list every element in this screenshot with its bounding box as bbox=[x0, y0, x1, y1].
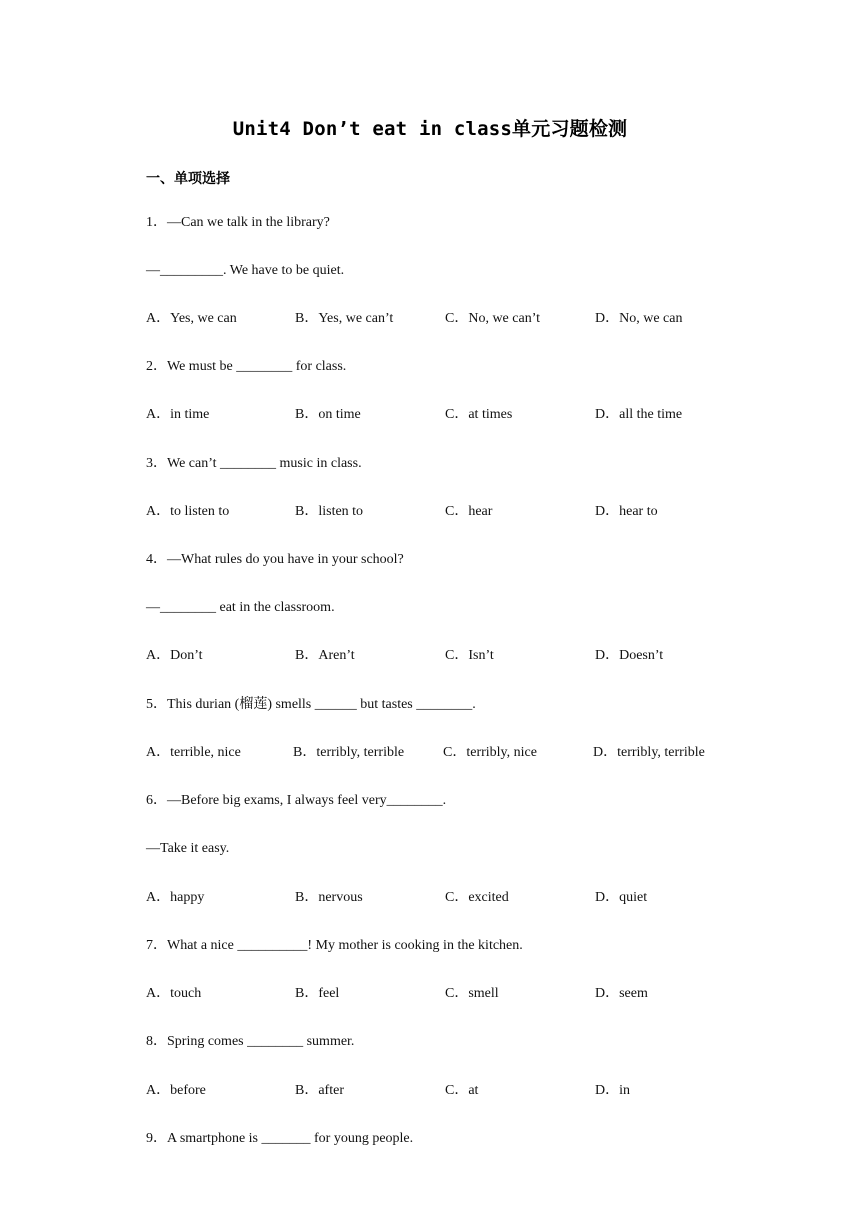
question-7-option-d: D．seem bbox=[595, 986, 648, 1001]
question-6-option-d: D．quiet bbox=[595, 890, 648, 905]
question-7-option-a: A．touch bbox=[146, 986, 202, 1001]
question-6-option-b: B．nervous bbox=[295, 890, 363, 905]
question-5-option-b: B．terribly, terrible bbox=[293, 745, 405, 760]
question-3-option-c: C．hear bbox=[445, 504, 493, 519]
question-4-option-c: C．Isn’t bbox=[445, 648, 494, 663]
question-3-stem: 3．We can’t ________ music in class. bbox=[146, 456, 362, 471]
question-5-stem: 5．This durian (榴莲) smells ______ but tastes ________. bbox=[146, 697, 476, 712]
question-6-option-a: A．happy bbox=[146, 890, 205, 905]
question-1-option-d: D．No, we can bbox=[595, 311, 683, 326]
question-2-option-a: A．in time bbox=[146, 407, 210, 422]
question-1-option-a: A．Yes, we can bbox=[146, 311, 237, 326]
question-5-option-c: C．terribly, nice bbox=[443, 745, 537, 760]
question-4-answer-line: —________ eat in the classroom. bbox=[146, 600, 335, 615]
question-5-option-d: D．terribly, terrible bbox=[593, 745, 705, 760]
question-6-option-c: C．excited bbox=[445, 890, 509, 905]
question-2-option-b: B．on time bbox=[295, 407, 361, 422]
question-5-option-a: A．terrible, nice bbox=[146, 745, 241, 760]
question-1-option-b: B．Yes, we can’t bbox=[295, 311, 394, 326]
question-1-stem: 1．—Can we talk in the library? bbox=[146, 215, 330, 230]
question-7-stem: 7．What a nice __________! My mother is cooking in the kitchen. bbox=[146, 938, 523, 953]
question-3-option-b: B．listen to bbox=[295, 504, 364, 519]
question-1-option-c: C．No, we can’t bbox=[445, 311, 540, 326]
question-2-option-c: C．at times bbox=[445, 407, 513, 422]
question-9-stem: 9．A smartphone is _______ for young people. bbox=[146, 1131, 414, 1146]
question-1-answer-line: —_________. We have to be quiet. bbox=[146, 263, 345, 278]
question-6-stem: 6．—Before big exams, I always feel very________. bbox=[146, 793, 447, 808]
question-2-stem: 2．We must be ________ for class. bbox=[146, 359, 347, 374]
question-8-option-a: A．before bbox=[146, 1083, 206, 1098]
page-title: Unit4 Don’t eat in class单元习题检测 bbox=[232, 118, 628, 140]
question-7-option-c: C．smell bbox=[445, 986, 499, 1001]
question-8-option-d: D．in bbox=[595, 1083, 630, 1098]
question-8-option-c: C．at bbox=[445, 1083, 479, 1098]
question-4-option-d: D．Doesn’t bbox=[595, 648, 664, 663]
question-3-option-d: D．hear to bbox=[595, 504, 658, 519]
question-4-option-a: A．Don’t bbox=[146, 648, 203, 663]
question-8-option-b: B．after bbox=[295, 1083, 344, 1098]
question-4-option-b: B．Aren’t bbox=[295, 648, 355, 663]
question-3-option-a: A．to listen to bbox=[146, 504, 230, 519]
section-heading: 一、单项选择 bbox=[146, 171, 230, 187]
question-8-stem: 8．Spring comes ________ summer. bbox=[146, 1034, 355, 1049]
question-7-option-b: B．feel bbox=[295, 986, 340, 1001]
question-4-stem: 4．—What rules do you have in your school? bbox=[146, 552, 404, 567]
question-6-answer-line: —Take it easy. bbox=[146, 841, 230, 856]
question-2-option-d: D．all the time bbox=[595, 407, 683, 422]
